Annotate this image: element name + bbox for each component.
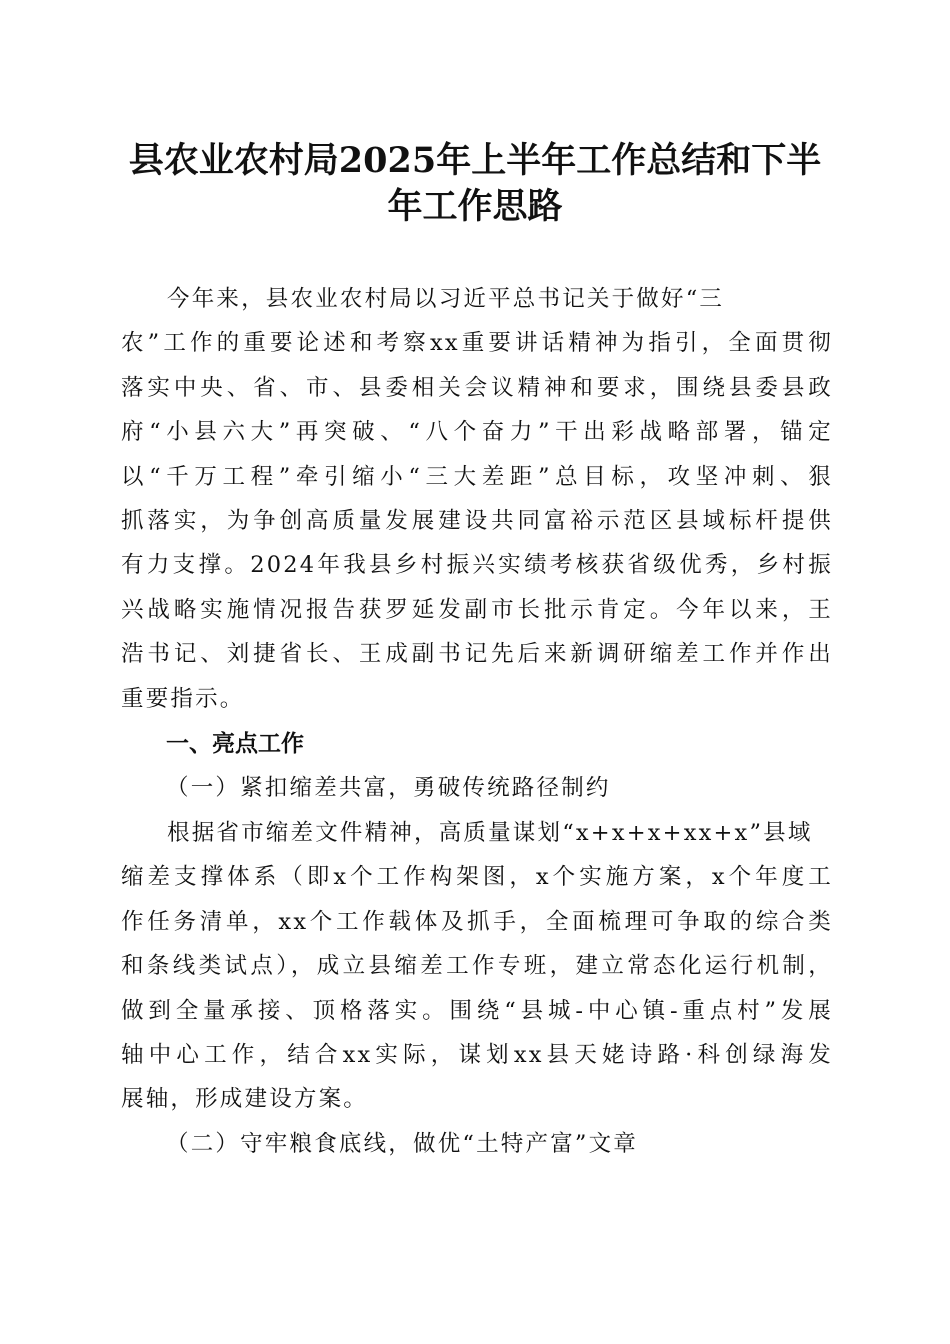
paragraph-line: 抓落实，为争创高质量发展建设共同富裕示范区县域标杆提供 — [121, 507, 833, 534]
paragraph-line: 和条线类试点），成立县缩差工作专班，建立常态化运行机制， — [121, 953, 833, 980]
paragraph-line: 落实中央、省、市、县委相关会议精神和要求，围绕县委县政 — [121, 374, 833, 401]
paragraph-line: 重要指示。 — [121, 685, 245, 712]
subsection-heading: （二）守牢粮食底线，做优“土特产富”文章 — [166, 1131, 639, 1157]
title-line: 年工作思路 — [387, 186, 563, 227]
paragraph-line: 做到全量承接、顶格落实。围绕“县城-中心镇-重点村”发展 — [121, 997, 833, 1024]
paragraph-line: 缩差支撑体系（即x个工作构架图，x个实施方案，x个年度工 — [121, 864, 833, 891]
paragraph-line: 浩书记、刘捷省长、王成副书记先后来新调研缩差工作并作出 — [121, 641, 833, 668]
paragraph-line: 作任务清单，xx个工作载体及抓手，全面梳理可争取的综合类 — [121, 908, 833, 935]
subsection-paragraph — [121, 811, 833, 1122]
paragraph-line: 以“千万工程”牵引缩小“三大差距”总目标，攻坚冲刺、狠 — [121, 463, 833, 490]
section-heading: 一、亮点工作 — [166, 731, 304, 757]
intro-paragraph — [121, 277, 833, 721]
paragraph-line: 根据省市缩差文件精神，高质量谋划“x+x+x+xx+x”县域 — [167, 820, 813, 846]
paragraph-line: 今年来，县农业农村局以习近平总书记关于做好“三 — [167, 286, 725, 312]
document-title — [120, 138, 830, 230]
paragraph-line: 府“小县六大”再突破、“八个奋力”干出彩战略部署，锚定 — [121, 419, 833, 446]
title-line: 县农业农村局2025年上半年工作总结和下半 — [128, 140, 822, 181]
paragraph-line: 农”工作的重要论述和考察xx重要讲话精神为指引，全面贯彻 — [121, 330, 833, 357]
subsection-heading: （一）紧扣缩差共富，勇破传统路径制约 — [166, 775, 611, 801]
paragraph-line: 有力支撑。2024年我县乡村振兴实绩考核获省级优秀，乡村振 — [121, 552, 833, 579]
paragraph-line: 展轴，形成建设方案。 — [121, 1086, 369, 1113]
paragraph-line: 兴战略实施情况报告获罗延发副市长批示肯定。今年以来，王 — [121, 596, 833, 623]
paragraph-line: 轴中心工作，结合xx实际，谋划xx县天姥诗路·科创绿海发 — [121, 1041, 833, 1068]
